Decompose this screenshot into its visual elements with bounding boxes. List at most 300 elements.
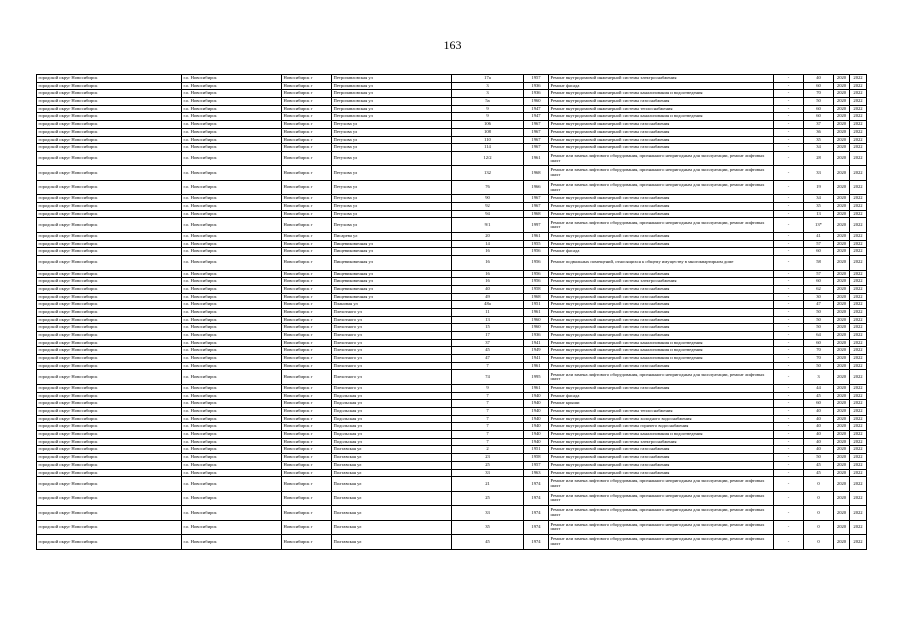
wear-percent-cell: 19	[804, 180, 834, 195]
street-cell: Петропавловская ул	[332, 82, 452, 90]
end-year-cell: 2022	[850, 362, 867, 370]
street-cell: Плехотного ул	[332, 339, 452, 347]
start-year-cell: 2020	[834, 128, 850, 136]
dash-cell: -	[774, 423, 804, 431]
start-year-cell: 2020	[834, 82, 850, 90]
wear-percent-cell: 35	[804, 136, 834, 144]
table-row	[37, 308, 867, 316]
municipality-cell: городской округ Новосибирск	[37, 316, 182, 324]
house-number-cell: 20	[452, 232, 524, 240]
house-number-cell: 37	[452, 339, 524, 347]
end-year-cell: 2022	[850, 431, 867, 439]
city-cell: Новосибирск г	[282, 180, 332, 195]
dash-cell: -	[774, 469, 804, 477]
end-year-cell: 2022	[850, 339, 867, 347]
year-built-cell: 1940	[524, 423, 549, 431]
start-year-cell: 2020	[834, 506, 850, 521]
settlement-cell: г.о. Новосибирск	[182, 240, 282, 248]
house-number-cell: 92	[452, 203, 524, 211]
municipality-cell: городской округ Новосибирск	[37, 362, 182, 370]
street-cell: Полтавская ул	[332, 469, 452, 477]
dash-cell: -	[774, 285, 804, 293]
start-year-cell: 2020	[834, 285, 850, 293]
dash-cell: -	[774, 98, 804, 106]
table-row	[37, 128, 867, 136]
start-year-cell: 2020	[834, 113, 850, 121]
house-number-cell: 9	[452, 384, 524, 392]
municipality-cell: городской округ Новосибирск	[37, 408, 182, 416]
year-built-cell: 1940	[524, 415, 549, 423]
settlement-cell: г.о. Новосибирск	[182, 400, 282, 408]
work-type-cell: Ремонт внутридомовой инженерной системы газоснабжения	[549, 301, 774, 309]
municipality-cell: городской округ Новосибирск	[37, 324, 182, 332]
street-cell: Пищевиковичная ул	[332, 285, 452, 293]
work-type-cell: Ремонт внутридомовой инженерной системы газоснабжения	[549, 98, 774, 106]
dash-cell: -	[774, 166, 804, 181]
end-year-cell: 2022	[850, 90, 867, 98]
table-row	[37, 166, 867, 181]
municipality-cell: городской округ Новосибирск	[37, 355, 182, 363]
street-cell: Полтавская ул	[332, 477, 452, 492]
dash-cell: -	[774, 308, 804, 316]
municipality-cell: городской округ Новосибирск	[37, 477, 182, 492]
city-cell: Новосибирск г	[282, 151, 332, 166]
settlement-cell: г.о. Новосибирск	[182, 75, 282, 83]
table-row	[37, 370, 867, 385]
dash-cell: -	[774, 506, 804, 521]
start-year-cell: 2020	[834, 293, 850, 301]
wear-percent-cell: 58	[804, 256, 834, 271]
year-built-cell: 1997	[524, 218, 549, 233]
street-cell: Подольская ул	[332, 438, 452, 446]
city-cell: Новосибирск г	[282, 446, 332, 454]
table-row	[37, 248, 867, 256]
city-cell: Новосибирск г	[282, 477, 332, 492]
work-type-cell: Ремонт внутридомовой инженерной системы газоснабжения	[549, 446, 774, 454]
wear-percent-cell: 40	[804, 415, 834, 423]
dash-cell: -	[774, 535, 804, 550]
wear-percent-cell: 50	[804, 324, 834, 332]
wear-percent-cell: 37	[804, 121, 834, 129]
start-year-cell: 2020	[834, 423, 850, 431]
year-built-cell: 1956	[524, 248, 549, 256]
year-built-cell: 1974	[524, 520, 549, 535]
work-type-cell: Ремонт внутридомовой инженерной системы газоснабжения	[549, 461, 774, 469]
settlement-cell: г.о. Новосибирск	[182, 431, 282, 439]
city-cell: Новосибирск г	[282, 218, 332, 233]
work-type-cell: Ремонт внутридомовой инженерной системы канализования и водоотведения	[549, 431, 774, 439]
municipality-cell: городской округ Новосибирск	[37, 240, 182, 248]
work-type-cell: Ремонт внутридомовой инженерной системы холодного водоснабжения	[549, 415, 774, 423]
city-cell: Новосибирск г	[282, 232, 332, 240]
municipality-cell: городской округ Новосибирск	[37, 285, 182, 293]
end-year-cell: 2022	[850, 301, 867, 309]
street-cell: Пищевиковичная ул	[332, 293, 452, 301]
settlement-cell: г.о. Новосибирск	[182, 415, 282, 423]
settlement-cell: г.о. Новосибирск	[182, 136, 282, 144]
table-row	[37, 324, 867, 332]
start-year-cell: 2020	[834, 144, 850, 152]
municipality-cell: городской округ Новосибирск	[37, 105, 182, 113]
work-type-cell: Ремонт внутридомовой инженерной системы газоснабжения	[549, 270, 774, 278]
work-type-cell: Ремонт или замена лифтового оборудования, признанного непригодным для эксплуатации, ремонт лифтовых шахт	[549, 477, 774, 492]
wear-percent-cell: 50	[804, 362, 834, 370]
city-cell: Новосибирск г	[282, 535, 332, 550]
municipality-cell: городской округ Новосибирск	[37, 446, 182, 454]
dash-cell: -	[774, 438, 804, 446]
municipality-cell: городской округ Новосибирск	[37, 75, 182, 83]
start-year-cell: 2020	[834, 180, 850, 195]
wear-percent-cell: 0	[804, 535, 834, 550]
work-type-cell: Ремонт внутридомовой инженерной системы газоснабжения	[549, 136, 774, 144]
year-built-cell: 1956	[524, 270, 549, 278]
city-cell: Новосибирск г	[282, 270, 332, 278]
settlement-cell: г.о. Новосибирск	[182, 180, 282, 195]
table-row	[37, 469, 867, 477]
settlement-cell: г.о. Новосибирск	[182, 210, 282, 218]
year-built-cell: 1936	[524, 332, 549, 340]
year-built-cell: 1940	[524, 438, 549, 446]
city-cell: Новосибирск г	[282, 113, 332, 121]
year-built-cell: 1941	[524, 355, 549, 363]
table-row	[37, 121, 867, 129]
start-year-cell: 2020	[834, 491, 850, 506]
settlement-cell: г.о. Новосибирск	[182, 370, 282, 385]
settlement-cell: г.о. Новосибирск	[182, 285, 282, 293]
house-number-cell: 9	[452, 105, 524, 113]
table-row	[37, 438, 867, 446]
street-cell: Полтавская ул	[332, 506, 452, 521]
settlement-cell: г.о. Новосибирск	[182, 423, 282, 431]
work-type-cell: Ремонт внутридомовой инженерной системы газоснабжения	[549, 121, 774, 129]
house-number-cell: 15	[452, 324, 524, 332]
street-cell: Петропавловская ул	[332, 75, 452, 83]
settlement-cell: г.о. Новосибирск	[182, 195, 282, 203]
house-number-cell: 3	[452, 82, 524, 90]
start-year-cell: 2020	[834, 400, 850, 408]
municipality-cell: городской округ Новосибирск	[37, 339, 182, 347]
table-row	[37, 293, 867, 301]
street-cell: Петухова ул	[332, 218, 452, 233]
house-number-cell: 9/1	[452, 218, 524, 233]
work-type-cell: Ремонт внутридомовой инженерной системы газоснабжения	[549, 128, 774, 136]
wear-percent-cell: 60	[804, 113, 834, 121]
work-type-cell: Ремонт внутридомовой инженерной системы канализования и водоотведения	[549, 339, 774, 347]
house-number-cell: 17	[452, 332, 524, 340]
year-built-cell: 1957	[524, 461, 549, 469]
table-row	[37, 113, 867, 121]
wear-percent-cell: 0	[804, 506, 834, 521]
dash-cell: -	[774, 248, 804, 256]
work-type-cell: Ремонт или замена лифтового оборудования, признанного непригодным для эксплуатации, ремонт лифтовых шахт	[549, 180, 774, 195]
start-year-cell: 2020	[834, 332, 850, 340]
city-cell: Новосибирск г	[282, 256, 332, 271]
work-type-cell: Ремонт фасада	[549, 82, 774, 90]
street-cell: Плехотного ул	[332, 316, 452, 324]
table-row	[37, 256, 867, 271]
municipality-cell: городской округ Новосибирск	[37, 144, 182, 152]
end-year-cell: 2022	[850, 166, 867, 181]
table-row	[37, 136, 867, 144]
start-year-cell: 2020	[834, 438, 850, 446]
settlement-cell: г.о. Новосибирск	[182, 128, 282, 136]
street-cell: Писарева ул	[332, 232, 452, 240]
table-row	[37, 75, 867, 83]
table-row	[37, 384, 867, 392]
end-year-cell: 2022	[850, 144, 867, 152]
city-cell: Новосибирск г	[282, 355, 332, 363]
work-type-cell: Ремонт крыши	[549, 400, 774, 408]
house-number-cell: 7	[452, 362, 524, 370]
year-built-cell: 1961	[524, 151, 549, 166]
work-type-cell: Ремонт внутридомовой инженерной системы газоснабжения	[549, 362, 774, 370]
work-type-cell: Ремонт внутридомовой инженерной системы горячего водоснабжения	[549, 423, 774, 431]
city-cell: Новосибирск г	[282, 506, 332, 521]
end-year-cell: 2022	[850, 347, 867, 355]
table-row	[37, 392, 867, 400]
year-built-cell: 1974	[524, 535, 549, 550]
table-row	[37, 180, 867, 195]
street-cell: Плехотного ул	[332, 347, 452, 355]
settlement-cell: г.о. Новосибирск	[182, 113, 282, 121]
year-built-cell: 1967	[524, 195, 549, 203]
settlement-cell: г.о. Новосибирск	[182, 151, 282, 166]
work-type-cell: Ремонт внутридомовой инженерной системы газоснабжения	[549, 210, 774, 218]
municipality-cell: городской округ Новосибирск	[37, 415, 182, 423]
year-built-cell: 1940	[524, 431, 549, 439]
wear-percent-cell: 45	[804, 469, 834, 477]
city-cell: Новосибирск г	[282, 144, 332, 152]
start-year-cell: 2020	[834, 355, 850, 363]
year-built-cell: 1949	[524, 347, 549, 355]
year-built-cell: 1940	[524, 400, 549, 408]
end-year-cell: 2022	[850, 535, 867, 550]
work-type-cell: Ремонт внутридомовой инженерной системы газоснабжения	[549, 469, 774, 477]
city-cell: Новосибирск г	[282, 166, 332, 181]
work-type-cell: Ремонт внутридомовой инженерной системы газоснабжения	[549, 195, 774, 203]
dash-cell: -	[774, 180, 804, 195]
wear-percent-cell: 50	[804, 308, 834, 316]
settlement-cell: г.о. Новосибирск	[182, 362, 282, 370]
end-year-cell: 2022	[850, 469, 867, 477]
city-cell: Новосибирск г	[282, 370, 332, 385]
dash-cell: -	[774, 113, 804, 121]
street-cell: Плехотного ул	[332, 355, 452, 363]
settlement-cell: г.о. Новосибирск	[182, 301, 282, 309]
street-cell: Подольская ул	[332, 392, 452, 400]
street-cell: Петухова ул	[332, 144, 452, 152]
house-number-cell: 106	[452, 121, 524, 129]
street-cell: Плехотного ул	[332, 332, 452, 340]
wear-percent-cell: 60	[804, 82, 834, 90]
house-number-cell: 114	[452, 144, 524, 152]
dash-cell: -	[774, 301, 804, 309]
street-cell: Пищевиковичная ул	[332, 256, 452, 271]
year-built-cell: 1960	[524, 316, 549, 324]
street-cell: Плехотного ул	[332, 384, 452, 392]
table-row	[37, 218, 867, 233]
end-year-cell: 2022	[850, 384, 867, 392]
wear-percent-cell: 0	[804, 491, 834, 506]
end-year-cell: 2022	[850, 332, 867, 340]
wear-percent-cell: 34	[804, 144, 834, 152]
start-year-cell: 2020	[834, 210, 850, 218]
street-cell: Подольская ул	[332, 408, 452, 416]
end-year-cell: 2022	[850, 400, 867, 408]
street-cell: Петропавловская ул	[332, 90, 452, 98]
wear-percent-cell: 0	[804, 520, 834, 535]
street-cell: Петухова ул	[332, 128, 452, 136]
wear-percent-cell: 13*	[804, 218, 834, 233]
house-number-cell: 74	[452, 370, 524, 385]
table-row	[37, 82, 867, 90]
city-cell: Новосибирск г	[282, 469, 332, 477]
municipality-cell: городской округ Новосибирск	[37, 370, 182, 385]
city-cell: Новосибирск г	[282, 415, 332, 423]
dash-cell: -	[774, 121, 804, 129]
dash-cell: -	[774, 454, 804, 462]
dash-cell: -	[774, 195, 804, 203]
year-built-cell: 1960	[524, 98, 549, 106]
settlement-cell: г.о. Новосибирск	[182, 308, 282, 316]
end-year-cell: 2022	[850, 324, 867, 332]
end-year-cell: 2022	[850, 423, 867, 431]
work-type-cell: Ремонт или замена лифтового оборудования, признанного непригодным для эксплуатации, ремонт лифтовых шахт	[549, 506, 774, 521]
settlement-cell: г.о. Новосибирск	[182, 105, 282, 113]
end-year-cell: 2022	[850, 446, 867, 454]
wear-percent-cell: 70	[804, 347, 834, 355]
end-year-cell: 2022	[850, 270, 867, 278]
settlement-cell: г.о. Новосибирск	[182, 392, 282, 400]
end-year-cell: 2022	[850, 285, 867, 293]
table-row	[37, 347, 867, 355]
street-cell: Петухова ул	[332, 180, 452, 195]
city-cell: Новосибирск г	[282, 332, 332, 340]
municipality-cell: городской округ Новосибирск	[37, 301, 182, 309]
wear-percent-cell: 36	[804, 128, 834, 136]
work-type-cell: Ремонт внутридомовой инженерной системы газоснабжения	[549, 308, 774, 316]
work-type-cell: Ремонт внутридомовой инженерной системы газоснабжения	[549, 454, 774, 462]
wear-percent-cell: 60	[804, 278, 834, 286]
wear-percent-cell: 28	[804, 151, 834, 166]
city-cell: Новосибирск г	[282, 408, 332, 416]
dash-cell: -	[774, 491, 804, 506]
street-cell: Петухова ул	[332, 121, 452, 129]
table-body	[37, 75, 867, 550]
wear-percent-cell: 62	[804, 285, 834, 293]
municipality-cell: городской округ Новосибирск	[37, 506, 182, 521]
start-year-cell: 2020	[834, 98, 850, 106]
work-type-cell: Ремонт внутридомовой инженерной системы канализования и водоотведения	[549, 90, 774, 98]
house-number-cell: 7	[452, 392, 524, 400]
settlement-cell: г.о. Новосибирск	[182, 446, 282, 454]
end-year-cell: 2022	[850, 454, 867, 462]
settlement-cell: г.о. Новосибирск	[182, 408, 282, 416]
city-cell: Новосибирск г	[282, 520, 332, 535]
dash-cell: -	[774, 324, 804, 332]
end-year-cell: 2022	[850, 491, 867, 506]
table-row	[37, 301, 867, 309]
work-type-cell: Ремонт внутридомовой инженерной системы газоснабжения	[549, 324, 774, 332]
street-cell: Плехотного ул	[332, 308, 452, 316]
work-type-cell: Ремонт внутридомовой инженерной системы электроснабжения	[549, 278, 774, 286]
settlement-cell: г.о. Новосибирск	[182, 144, 282, 152]
wear-percent-cell: 40	[804, 446, 834, 454]
city-cell: Новосибирск г	[282, 195, 332, 203]
house-number-cell: 40	[452, 285, 524, 293]
year-built-cell: 1967	[524, 144, 549, 152]
city-cell: Новосибирск г	[282, 461, 332, 469]
work-type-cell: Ремонт внутридомовой инженерной системы канализования и водоотведения	[549, 355, 774, 363]
year-built-cell: 1936	[524, 90, 549, 98]
start-year-cell: 2020	[834, 308, 850, 316]
start-year-cell: 2020	[834, 121, 850, 129]
house-number-cell: 11	[452, 308, 524, 316]
municipality-cell: городской округ Новосибирск	[37, 423, 182, 431]
table-row	[37, 355, 867, 363]
year-built-cell: 1961	[524, 232, 549, 240]
dash-cell: -	[774, 82, 804, 90]
dash-cell: -	[774, 256, 804, 271]
house-number-cell: 5а	[452, 98, 524, 106]
end-year-cell: 2022	[850, 355, 867, 363]
city-cell: Новосибирск г	[282, 438, 332, 446]
settlement-cell: г.о. Новосибирск	[182, 218, 282, 233]
dash-cell: -	[774, 278, 804, 286]
year-built-cell: 1961	[524, 384, 549, 392]
start-year-cell: 2020	[834, 232, 850, 240]
dash-cell: -	[774, 370, 804, 385]
year-built-cell: 1936	[524, 82, 549, 90]
city-cell: Новосибирск г	[282, 75, 332, 83]
start-year-cell: 2020	[834, 166, 850, 181]
settlement-cell: г.о. Новосибирск	[182, 316, 282, 324]
work-type-cell: Ремонт или замена лифтового оборудования, признанного непригодным для эксплуатации, ремонт лифтовых шахт	[549, 218, 774, 233]
wear-percent-cell: 40	[804, 438, 834, 446]
city-cell: Новосибирск г	[282, 431, 332, 439]
settlement-cell: г.о. Новосибирск	[182, 232, 282, 240]
house-number-cell: 25	[452, 491, 524, 506]
dash-cell: -	[774, 75, 804, 83]
table-row	[37, 431, 867, 439]
city-cell: Новосибирск г	[282, 293, 332, 301]
settlement-cell: г.о. Новосибирск	[182, 477, 282, 492]
house-number-cell: 9	[452, 113, 524, 121]
wear-percent-cell: 57	[804, 240, 834, 248]
end-year-cell: 2022	[850, 151, 867, 166]
city-cell: Новосибирск г	[282, 454, 332, 462]
work-type-cell: Ремонт внутридомовой инженерной системы газоснабжения	[549, 203, 774, 211]
city-cell: Новосибирск г	[282, 248, 332, 256]
dash-cell: -	[774, 461, 804, 469]
wear-percent-cell: 45	[804, 461, 834, 469]
house-number-cell: 47	[452, 355, 524, 363]
street-cell: Подольская ул	[332, 400, 452, 408]
wear-percent-cell: 70	[804, 90, 834, 98]
end-year-cell: 2022	[850, 248, 867, 256]
end-year-cell: 2022	[850, 232, 867, 240]
dash-cell: -	[774, 408, 804, 416]
dash-cell: -	[774, 384, 804, 392]
municipality-cell: городской округ Новосибирск	[37, 210, 182, 218]
end-year-cell: 2022	[850, 293, 867, 301]
house-number-cell: 49	[452, 293, 524, 301]
start-year-cell: 2020	[834, 408, 850, 416]
work-type-cell: Ремонт или замена лифтового оборудования, признанного непригодным для эксплуатации, ремонт лифтовых шахт	[549, 166, 774, 181]
start-year-cell: 2020	[834, 240, 850, 248]
street-cell: Петропавловская ул	[332, 113, 452, 121]
house-number-cell: 16	[452, 278, 524, 286]
